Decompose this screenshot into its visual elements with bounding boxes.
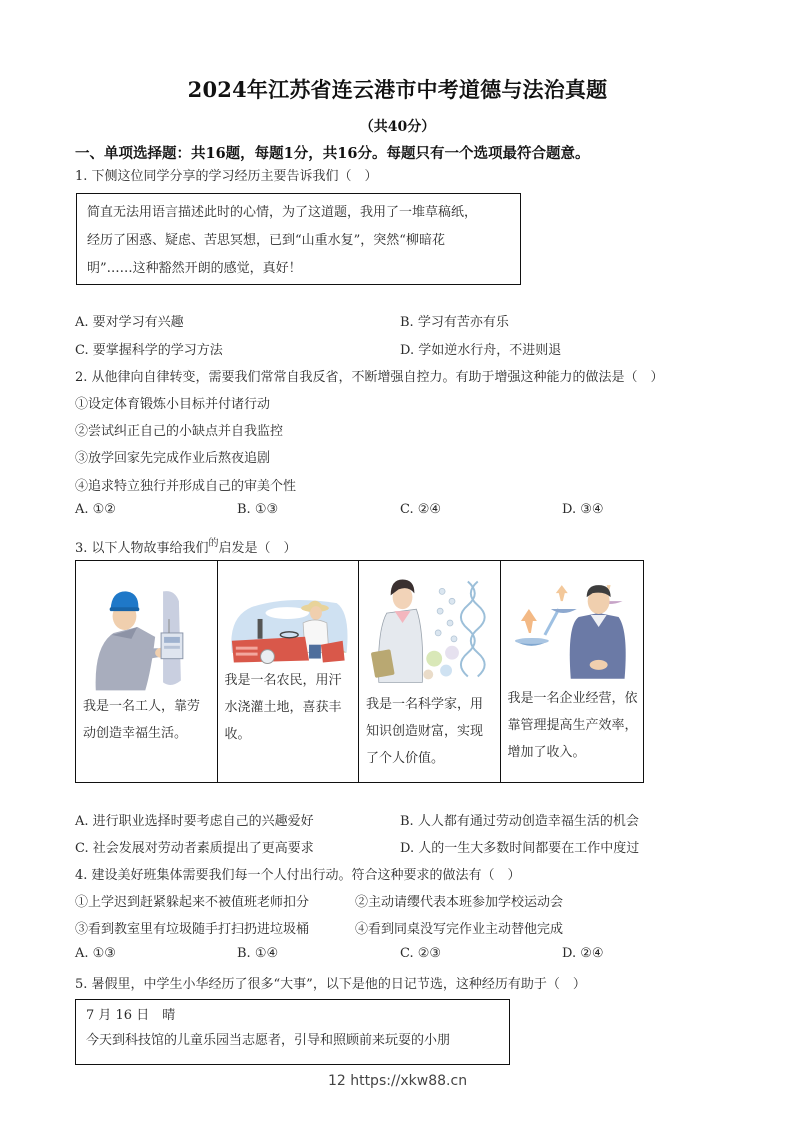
question-2-statement-3: ③放学回家先完成作业后熬夜追剧 [75,451,271,466]
farmer-caption: 我是一名农民，用汗水浇灌土地，喜获丰收。 [224,673,342,742]
question-1-stem: 1. 下侧这位同学分享的学习经历主要告诉我们（ ） [75,169,378,184]
question-3-option-b[interactable]: B. 人人都有通过劳动创造幸福生活的机会 [400,814,639,829]
question-4-option-a[interactable]: A. ①③ [75,946,116,961]
manager-caption: 我是一名企业经营，依靠管理提高生产效率，增加了收入。 [507,691,638,760]
page-footer-watermark: 12 https://xkw88.cn [327,1073,468,1089]
question-1-option-c[interactable]: C. 要掌握科学的学习方法 [75,343,223,358]
material-line: 经历了困惑、疑虑、苦思冥想，已到“山重水复”，突然“柳暗花 [87,233,445,248]
question-3-stem [75,534,297,556]
question-5-stem: 5. 暑假里，中学生小华经历了很多“大事”，以下是他的日记节选，这种经历有助于（ ） [75,977,586,992]
question-2-option-c[interactable]: C. ②④ [400,502,442,517]
table-cell-manager [501,561,644,782]
question-2-option-a[interactable]: A. ①② [75,502,116,517]
scientist-illustration-icon [359,561,500,691]
question-4-statement-1: ①上学迟到赶紧躲起来不被值班老师扣分 [75,895,310,910]
material-line: 明”……这种豁然开朗的感觉，真好！ [87,261,302,276]
question-3-stem-start: 3. 以下人物故事给我们 [75,541,209,556]
question-4-option-c[interactable]: C. ②③ [400,946,442,961]
question-2-option-b[interactable]: B. ①③ [237,502,279,517]
question-2-statement-4: ④追求特立独行并形成自己的审美个性 [75,479,297,494]
question-3-option-a[interactable]: A. 进行职业选择时要考虑自己的兴趣爱好 [75,814,314,829]
question-4-stem: 4. 建设美好班集体需要我们每一个人付出行动。符合这种要求的做法有（ ） [75,868,521,883]
farmer-illustration-icon [218,561,359,671]
table-cell-worker [76,561,218,782]
worker-caption: 我是一名工人，靠劳动创造幸福生活。 [83,699,201,741]
table-cell-farmer [218,561,360,782]
table-cell-scientist [359,561,501,782]
diary-date-line: 7 月 16 日 晴 [86,1008,176,1023]
question-2-stem: 2. 从他律向自律转变，需要我们常常自我反省，不断增强自控力。有助于增强这种能力的做法是（ ） [75,370,664,385]
scientist-caption: 我是一名科学家，用知识创造财富，实现了个人价值。 [366,697,484,766]
question-4-statement-3: ③看到教室里有垃圾随手打扫扔进垃圾桶 [75,922,310,937]
manager-illustration-icon [501,561,644,681]
question-4-option-d[interactable]: D. ②④ [562,946,604,961]
question-5-diary-box [75,999,510,1065]
section-heading: 一、单项选择题：共16题，每题1分，共16分。每题只有一个选项最符合题意。 [75,145,590,162]
question-3-stem-end: 启发是（ ） [218,541,297,556]
material-line: 简直无法用语言描述此时的心情，为了这道题，我用了一堆草稿纸， [87,205,478,220]
question-1-option-d[interactable]: D. 学如逆水行舟，不进则退 [400,343,562,358]
document-subtitle: （共40分） [359,119,436,135]
question-1-option-b[interactable]: B. 学习有苦亦有乐 [400,315,509,330]
question-4-statement-4: ④看到同桌没写完作业主动替他完成 [355,922,564,937]
question-2-statement-1: ①设定体育锻炼小目标并付诸行动 [75,397,271,412]
question-4-option-b[interactable]: B. ①④ [237,946,279,961]
question-2-option-d[interactable]: D. ③④ [562,502,604,517]
question-3-option-d[interactable]: D. 人的一生大多数时间都要在工作中度过 [400,841,640,856]
question-3-option-c[interactable]: C. 社会发展对劳动者素质提出了更高要求 [75,841,314,856]
question-3-stem-superscript: 的 [208,538,219,549]
question-1-material-box [76,193,521,285]
question-2-statement-2: ②尝试纠正自己的小缺点并自我监控 [75,424,284,439]
worker-illustration-icon [76,561,217,696]
question-4-statement-2: ②主动请缨代表本班参加学校运动会 [355,895,564,910]
diary-entry-line: 今天到科技馆的儿童乐园当志愿者，引导和照顾前来玩耍的小朋 [86,1033,451,1048]
question-3-figure-table [75,560,644,783]
question-1-option-a[interactable]: A. 要对学习有兴趣 [75,315,184,330]
document-title: 2024年江苏省连云港市中考道德与法治真题 [187,77,608,102]
